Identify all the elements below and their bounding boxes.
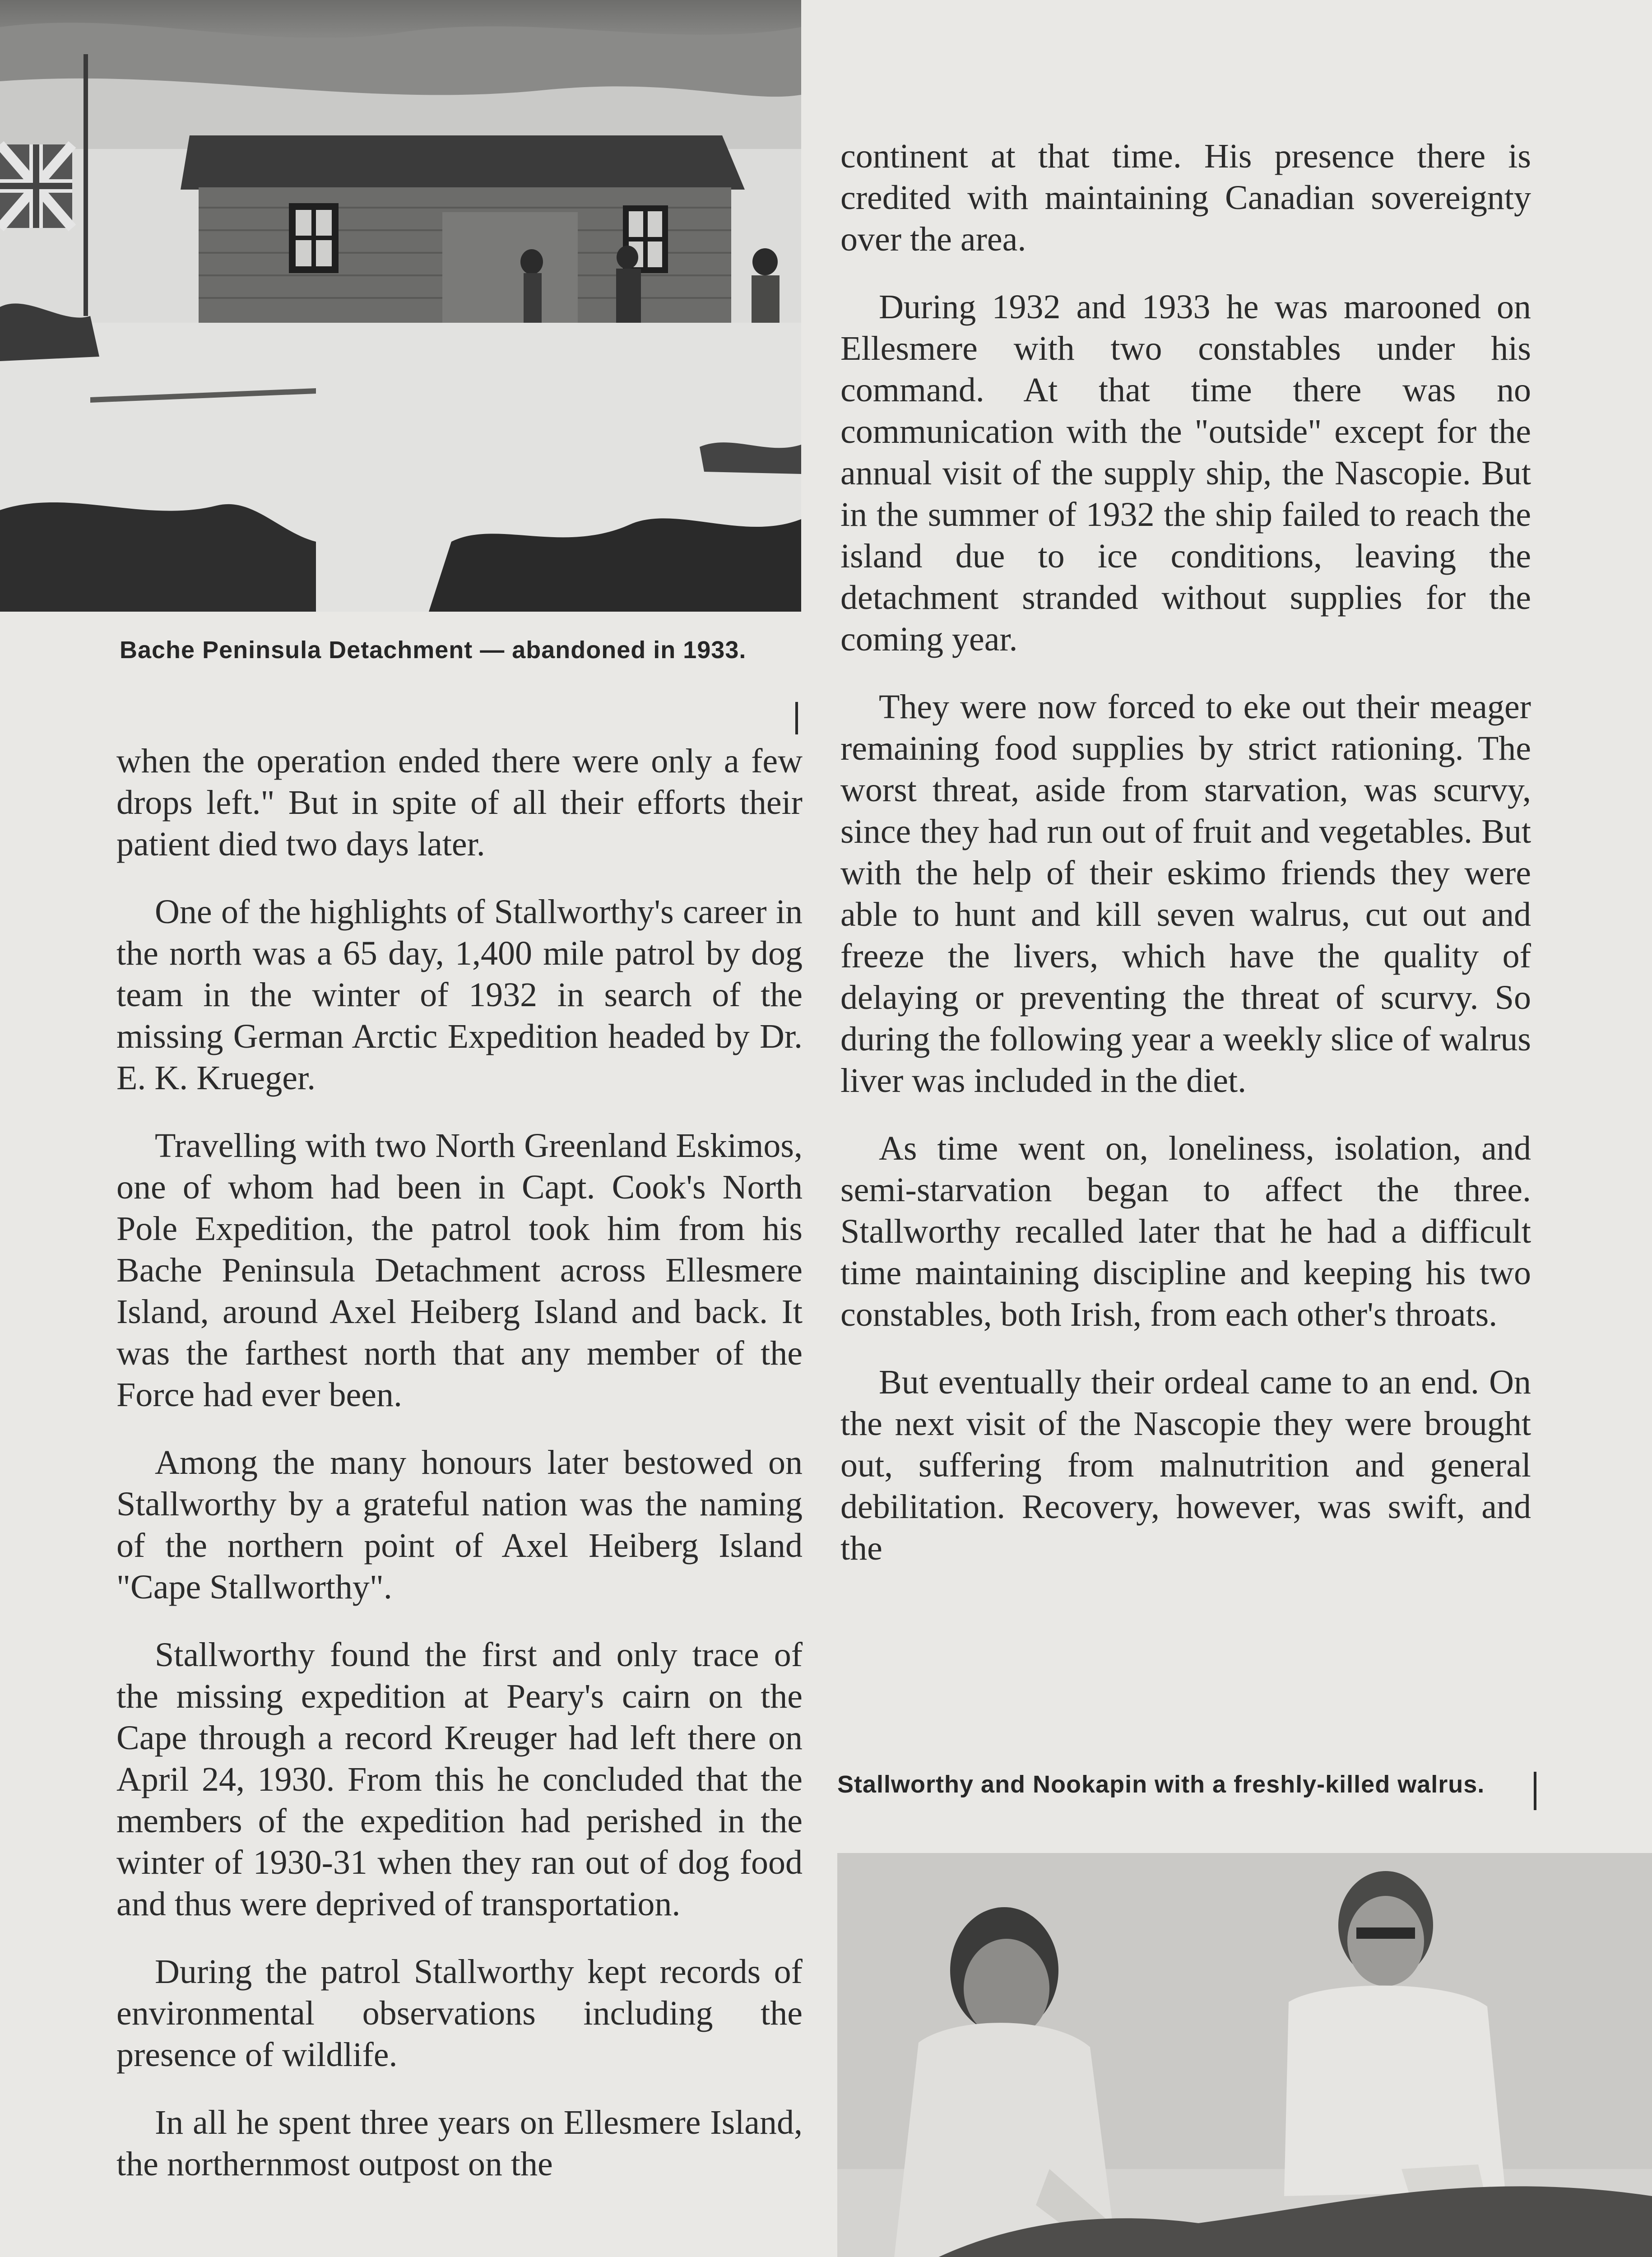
paragraph: continent at that time. His presence there is credited with maintaining Canadian sovereignty over the area.: [840, 137, 1531, 258]
paragraph: Among the many honours later bestowed on Stallworthy by a grateful nation was the naming of the northern point of Axel Heiberg Island "Cape Stallworthy".: [116, 1444, 803, 1606]
photo-caption-top: Bache Peninsula Detachment — abandoned in 1933.: [120, 636, 747, 664]
right-column: [840, 135, 1531, 1595]
paragraph: During 1932 and 1933 he was marooned on Ellesmere with two constables under his command. At that time there was no communication with the "outside" except for the annual visit of the supply ship, the Nascopie. But in the summer of 1932 the ship failed to reach the island due to ice conditions, leaving the detachment stranded without supplies for the coming year.: [840, 288, 1531, 658]
paragraph: During the patrol Stallworthy kept records of environmental observations including the presence of wildlife.: [116, 1953, 803, 2074]
paragraph: Stallworthy found the first and only trace of the missing expedition at Peary's cairn on the Cape through a record Kreuger had left there on April 24, 1930. From this he concluded that the members of the expedition had perished in the winter of 1930-31 when they ran out of dog food and thus were deprived of transportation.: [116, 1636, 803, 1923]
paragraph: One of the highlights of Stallworthy's career in the north was a 65 day, 1,400 mile patrol by dog team in the winter of 1932 in search of the missing German Arctic Expedition headed by Dr. E. K. Krueger.: [116, 893, 803, 1097]
paragraph: In all he spent three years on Ellesmere Island, the northernmost outpost on the: [116, 2104, 803, 2183]
paragraph: when the operation ended there were only a few drops left." But in spite of all their efforts their patient died two days later.: [116, 742, 803, 863]
walrus-photo: [837, 1853, 1652, 2257]
paragraph: But eventually their ordeal came to an end. On the next visit of the Nascopie they were brought out, suffering from malnutrition and general debilitation. Recovery, however, was swift, and the: [840, 1363, 1531, 1567]
photo-caption-bottom: Stallworthy and Nookapin with a freshly-killed walrus.: [837, 1771, 1485, 1798]
margin-rule-right: [1534, 1772, 1536, 1810]
left-column: [116, 740, 803, 2211]
detachment-photo: [0, 0, 801, 612]
margin-rule-left: [795, 702, 798, 734]
paragraph: As time went on, loneliness, isolation, and semi-starvation began to affect the three. Stallworthy recalled later that he had a difficult time maintaining discipline and keeping his two constables, both Irish, from each other's throats.: [840, 1129, 1531, 1333]
paragraph: They were now forced to eke out their meager remaining food supplies by strict rationing. The worst threat, aside from starvation, was scurvy, since they had run out of fruit and vegetables. But with the help of their eskimo friends they were able to hunt and kill seven walrus, cut out and freeze the livers, which have the quality of delaying or preventing the threat of scurvy. So during the following year a weekly slice of walrus liver was included in the diet.: [840, 688, 1531, 1100]
paragraph: Travelling with two North Greenland Eskimos, one of whom had been in Capt. Cook's North Pole Expedition, the patrol took him from his Bache Peninsula Detachment across Ellesmere Island, around Axel Heiberg Island and back. It was the farthest north that any member of the Force had ever been.: [116, 1127, 803, 1414]
